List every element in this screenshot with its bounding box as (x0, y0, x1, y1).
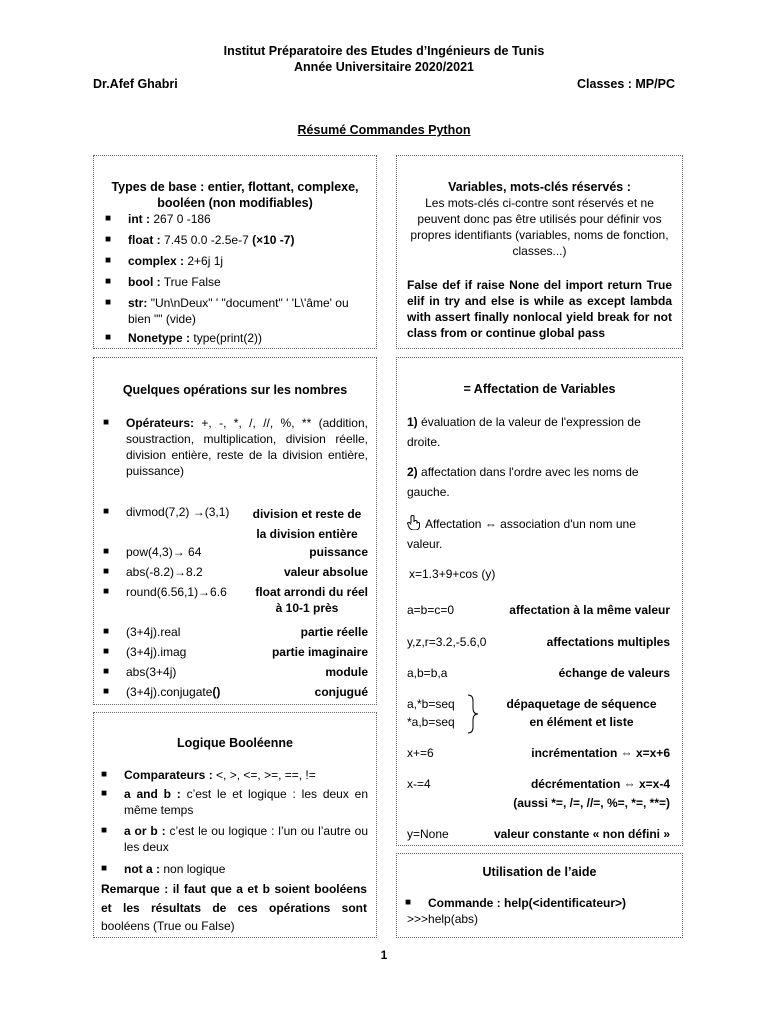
unpack-desc-1: dépaquetage de séquence (506, 697, 657, 711)
type-item-complex: ■ complex : 2+6j 1j (105, 254, 224, 268)
variables-desc: Les mots-clés ci-contre sont réservés et ne peuvent donc pas être utilisés pour définir vos propres identifiants (variables, noms de fonction, classes...) (410, 196, 669, 258)
unpack-code-2: *a,b=seq (407, 715, 455, 729)
op-row-round: ■ round(6.56,1)→6.6 float arrondi du réel à 10-1 près (103, 585, 368, 615)
op-desc-precision: à 10-1 près (275, 601, 339, 615)
bool-text: <, >, <=, >=, ==, != (216, 768, 316, 782)
operators-text: +, -, *, /, //, %, ** (addition, soustraction, multiplication, division réelle, division entière, reste de la division entière, puissance) (126, 416, 368, 478)
operations-box (93, 357, 377, 705)
types-box (93, 155, 377, 349)
hand-note (407, 514, 670, 554)
boolean-remark (101, 880, 367, 936)
keywords-list: False def if raise None del import return True elif in try and else is while as except lambda with assert finally nonlocal yield break for not class from or continue global pass (407, 278, 672, 340)
affectation-title: = Affectation de Variables (463, 382, 616, 396)
op-code-args: (7,2) →(3,1) (164, 505, 230, 519)
page-number: 1 (380, 948, 388, 962)
help-title: Utilisation de l’aide (482, 865, 597, 879)
variables-title: Variables, mots-clés réservés : (448, 180, 631, 194)
op-row-imag: ■ (3+4j).imag partie imaginaire (103, 645, 368, 659)
hand-note-label: Affectation ⇔ association d'un nom une (425, 517, 636, 531)
op-row-abs: ■ abs(-8.2)→8.2 valeur absolue (103, 565, 368, 579)
op-code: (3+4j).imag (126, 645, 187, 659)
remark-plain: booléens (True ou False) (101, 919, 235, 933)
unpack-code-1: a,*b=seq (407, 697, 455, 711)
op-code: abs (126, 665, 146, 679)
aff-row-increment (407, 745, 670, 761)
op-code: abs (126, 565, 146, 579)
op-desc: float arrondi du réel (255, 585, 368, 599)
type-item-bool: ■ bool : True False (105, 275, 221, 289)
hand-note-cont: valeur. (407, 537, 443, 551)
op-row-module: ■ abs(3+4j) module (103, 665, 368, 679)
type-item-int: ■ int : 267 0 -186 (105, 212, 211, 226)
op-desc: valeur absolue (283, 565, 368, 579)
aff-row (407, 602, 670, 618)
op-code-args: (6.56,1)→6.6 (156, 585, 227, 599)
bool-label: a and b : (124, 787, 181, 801)
help-command-text: Commande : help(<identificateur>) (428, 896, 627, 910)
bool-text: c’est le et logique : les deux en même temps (124, 787, 368, 817)
aff-desc: affectations multiples (546, 635, 670, 649)
academic-year: Année Universitaire 2020/2021 (294, 60, 474, 74)
op-row-divmod: ■ divmod(7,2) →(3,1) division et reste de la division entière (126, 504, 368, 520)
remark-label: Remarque : (101, 882, 169, 896)
type-label: str: (128, 296, 148, 310)
type-item-nonetype: ■ Nonetype : type(print(2)) (105, 331, 263, 345)
bool-label: a or b : (124, 824, 166, 838)
type-extra: (×10 -7) (252, 233, 295, 247)
step-number: 1) (407, 415, 418, 429)
type-text: 7.45 0.0 -2.5e-7 (164, 233, 249, 247)
aff-desc: décrémentation ⇔ x=x-4 (530, 777, 670, 791)
page-title: Résumé Commandes Python (297, 123, 471, 137)
type-label: Nonetype : (128, 331, 191, 345)
op-code-args: (4,3)→ 64 (148, 545, 202, 559)
variables-box (396, 155, 683, 349)
type-text: type(print(2)) (193, 331, 263, 345)
op-desc: conjugué (314, 685, 368, 699)
step-number: 2) (407, 465, 418, 479)
op-code: round (126, 585, 157, 599)
bool-text: non logique (163, 862, 226, 876)
classes: Classes : MP/PC (577, 77, 675, 91)
aff-code: x-=4 (407, 777, 431, 791)
op-code-args: (-8.2)→8.2 (145, 565, 203, 579)
author: Dr.Afef Ghabri (93, 77, 178, 91)
help-box (396, 853, 683, 938)
aff-compound-note: (aussi *=, /=, //=, %=, *=, **=) (513, 796, 670, 810)
bool-text: c’est le ou logique : l’un ou l’autre ou les deux (124, 824, 368, 854)
bool-label: Comparateurs : (124, 768, 213, 782)
curly-brace-icon (467, 694, 479, 734)
boolean-title: Logique Booléenne (177, 736, 293, 750)
aff-row-decrement (407, 776, 670, 792)
affectation-box (396, 357, 683, 846)
operations-title: Quelques opérations sur les nombres (122, 383, 348, 397)
op-code: divmod (126, 505, 165, 519)
aff-code: y,z,r=3.2,-5.6,0 (407, 635, 487, 649)
op-row-conjugate: ■ (3+4j).conjugate() conjugué (103, 685, 368, 699)
op-code-args: (3+4j) (145, 665, 177, 679)
type-text: "Un\nDeux" ' "document" ' 'L\'âme' ou bien "" (vide) (128, 296, 349, 326)
op-desc: division et reste de la division entière (252, 507, 362, 541)
op-desc: partie réelle (300, 625, 368, 639)
aff-desc: affectation à la même valeur (509, 603, 670, 617)
aff-desc: incrémentation ⇔ x=x+6 (531, 746, 670, 760)
bool-label: not a : (124, 862, 160, 876)
remark-bold: il faut que a et b soient booléens et les résultats de ces opérations sont (101, 882, 367, 915)
step-text: affectation dans l'ordre avec les noms de gauche. (407, 465, 639, 499)
op-code-args: () (212, 685, 221, 699)
aff-row (407, 634, 670, 650)
aff-code: x+=6 (407, 746, 434, 760)
op-desc: partie imaginaire (271, 645, 368, 659)
type-label: complex : (128, 254, 185, 268)
unpack-desc-2: en élément et liste (529, 715, 634, 729)
op-row-pow: ■ pow(4,3)→ 64 puissance (103, 545, 368, 559)
aff-desc: échange de valeurs (558, 666, 670, 680)
aff-row (407, 665, 670, 681)
op-desc: puissance (309, 545, 368, 559)
type-text: True False (163, 275, 221, 289)
type-label: float : (128, 233, 161, 247)
help-command: ■ Commande : help(<identificateur>) (405, 896, 627, 910)
type-text: 2+6j 1j (187, 254, 224, 268)
aff-code: y=None (407, 827, 449, 841)
bool-item: ■ not a : non logique (101, 862, 226, 876)
bool-item: ■ a and b : c’est le et logique : les deux en même temps (101, 787, 368, 817)
institute-name: Institut Préparatoire des Etudes d’Ingénieurs de Tunis (223, 44, 545, 58)
type-text: 267 0 -186 (153, 212, 211, 226)
op-code: (3+4j).real (126, 625, 181, 639)
boolean-box (93, 712, 377, 938)
type-label: int : (128, 212, 150, 226)
bool-item: ■ Comparateurs : <, >, <=, >=, ==, != (101, 768, 316, 782)
aff-code: a=b=c=0 (407, 603, 455, 617)
bool-item: ■ a or b : c’est le ou logique : l’un ou l’autre ou les deux (101, 824, 368, 854)
operators-label: Opérateurs: (126, 416, 195, 430)
type-item-str: ■ str: "Un\nDeux" ' "document" ' 'L\'âme' ou bien "" (vide) (105, 296, 349, 326)
step-1 (407, 412, 670, 452)
help-example: >>>help(abs) (407, 912, 479, 926)
type-item-float: ■ float : 7.45 0.0 -2.5e-7 (×10 -7) (105, 233, 295, 247)
pointing-hand-icon (407, 515, 420, 530)
types-title: Types de base : entier, flottant, complexe, booléen (non modifiables) (111, 180, 359, 210)
operators-item: ■ Opérateurs: +, -, *, /, //, %, ** (addition, soustraction, multiplication, division réelle, division entière, reste de la division entière, puissance) (103, 416, 368, 478)
step-2 (407, 462, 670, 502)
op-desc: module (325, 665, 368, 679)
step-text: évaluation de la valeur de l'expression de droite. (407, 415, 641, 449)
type-label: bool : (128, 275, 161, 289)
aff-desc: valeur constante « non défini » (493, 827, 670, 841)
op-row-real: ■ (3+4j).real partie réelle (103, 625, 368, 639)
op-code: (3+4j).conjugate (126, 685, 213, 699)
aff-row-none (407, 826, 670, 842)
op-code: pow (126, 545, 149, 559)
aff-code: a,b=b,a (407, 666, 448, 680)
affectation-example: x=1.3+9+cos (y) (409, 567, 496, 581)
